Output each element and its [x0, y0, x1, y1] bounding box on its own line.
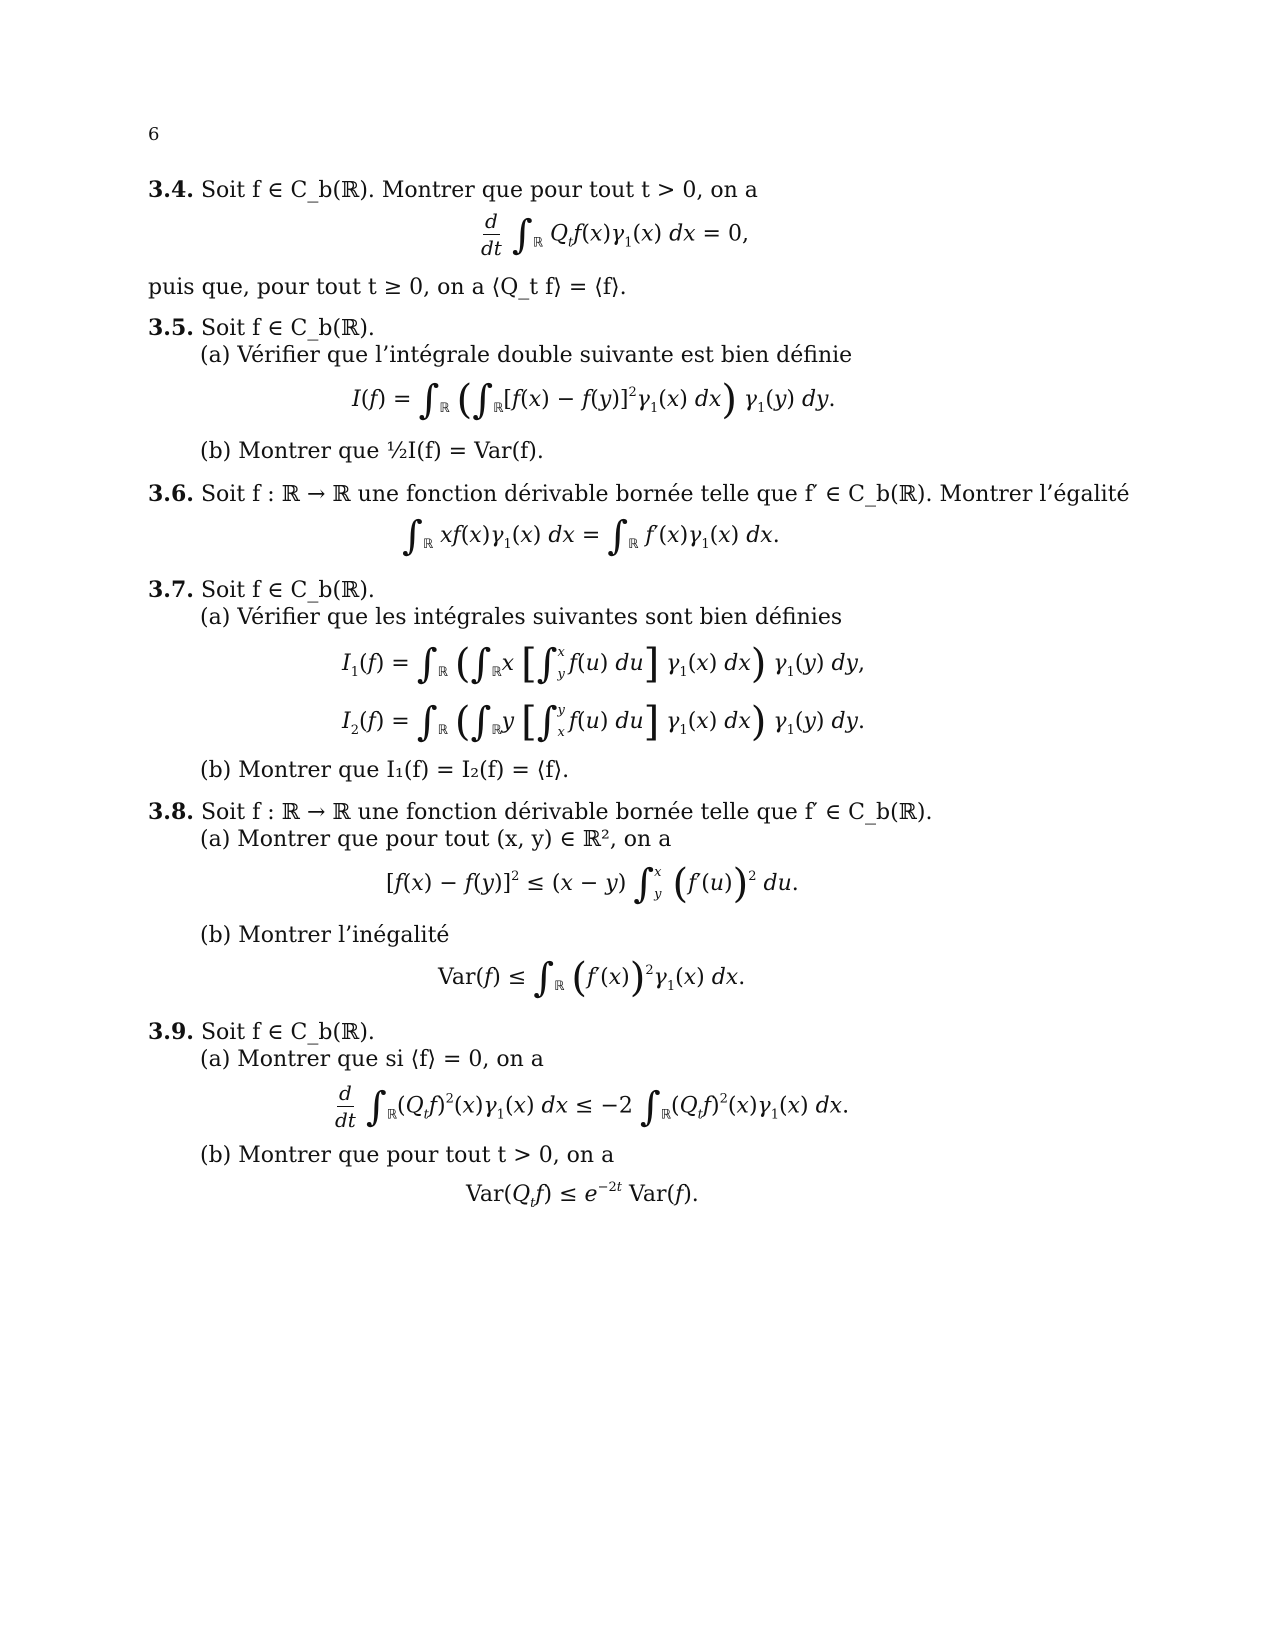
exercise-number: 3.5.: [148, 315, 194, 341]
exercise-3-9-part-b: (b) Montrer que pour tout t > 0, on a: [200, 1143, 615, 1168]
equation-3-4: $\frac{d}{dt}$ $\int_ℝ$ $Q_tf(x)\gamma_1(x)$ dx = 0,: [481, 209, 749, 260]
exercise-3-8-part-a: (a) Montrer que pour tout (x, y) ∈ ℝ², on a: [200, 827, 672, 852]
exercise-3-6-statement: [148, 480, 1130, 509]
equation-3-7-i1: $I_1(f) = \int_ℝ$ ($\int_ℝx$ [∫ x y f(u) du] $\gamma_1(x)$ dx) $\gamma_1(y)$ dy,: [342, 641, 865, 687]
exercise-3-8-statement: [148, 798, 933, 827]
equation-3-8-a: $[f(x) - f(y)]^2 \le (x - y)$ ∫ x y $(f'(u))^2$ du.: [386, 861, 799, 907]
exercise-text: Soit f : ℝ → ℝ une fonction dérivable bornée telle que f′ ∈ C_b(ℝ).: [200, 800, 933, 825]
exercise-3-8-part-b: (b) Montrer l’inégalité: [200, 923, 450, 948]
equation-3-7-i2: $I_2(f) = \int_ℝ$ ($\int_ℝy$ [∫ y x f(u) du] $\gamma_1(x)$ dx) $\gamma_1(y)$ dy.: [342, 699, 865, 745]
exercise-text: Soit f ∈ C_b(ℝ).: [200, 578, 375, 603]
exercise-3-4-statement: [148, 176, 758, 205]
exercise-text: Soit f ∈ C_b(ℝ).: [200, 1020, 375, 1045]
exercise-3-5-part-a: (a) Vérifier que l’intégrale double suivante est bien définie: [200, 343, 853, 368]
equation-3-9-a: $\frac{d}{dt}$ $\int_ℝ(Q_tf)^2(x)\gamma_1(x)$ dx ≤ −2 $\int_ℝ(Q_tf)^2(x)\gamma_1(x)$ dx.: [335, 1081, 850, 1132]
page-number: 6: [148, 124, 160, 145]
exercise-number: 3.4.: [148, 177, 194, 203]
equation-3-5: $I(f) = \int_ℝ$ ($\int_ℝ[f(x) - f(y)]^2\gamma_1(x)$ dx) $\gamma_1(y)$ dy.: [352, 377, 836, 423]
exercise-3-5-statement: [148, 314, 375, 343]
exercise-3-7-statement: [148, 576, 375, 605]
equation-3-9-b: $Var(Q_tf) \le e^{-2t}$ Var(f).: [466, 1180, 699, 1211]
exercise-number: 3.8.: [148, 799, 194, 825]
exercise-text: Soit f : ℝ → ℝ une fonction dérivable bornée telle que f′ ∈ C_b(ℝ). Montrer l’égalité: [200, 482, 1130, 507]
exercise-number: 3.7.: [148, 577, 194, 603]
exercise-text: Soit f ∈ C_b(ℝ).: [200, 316, 375, 341]
exercise-number: 3.6.: [148, 481, 194, 507]
exercise-number: 3.9.: [148, 1019, 194, 1045]
exercise-3-7-part-b: (b) Montrer que I₁(f) = I₂(f) = ⟨f⟩.: [200, 758, 570, 783]
exercise-3-7-part-a: (a) Vérifier que les intégrales suivantes sont bien définies: [200, 605, 843, 630]
equation-3-6: $\int_ℝ$ $xf(x)\gamma_1(x)$ dx = $\int_ℝ$ $f'(x)\gamma_1(x)$ dx.: [402, 513, 780, 559]
equation-3-8-b: $Var(f) \le \int_ℝ$ $(f'(x))^2\gamma_1(x)$ dx.: [438, 955, 746, 1001]
exercise-3-9-statement: [148, 1018, 375, 1047]
exercise-3-4-conclusion: puis que, pour tout t ≥ 0, on a ⟨Q_t f⟩ = ⟨f⟩.: [148, 275, 627, 300]
exercise-3-5-part-b: (b) Montrer que ½I(f) = Var(f).: [200, 439, 544, 464]
exercise-3-9-part-a: (a) Montrer que si ⟨f⟩ = 0, on a: [200, 1047, 544, 1072]
exercise-text: Soit f ∈ C_b(ℝ). Montrer que pour tout t > 0, on a: [200, 178, 758, 203]
